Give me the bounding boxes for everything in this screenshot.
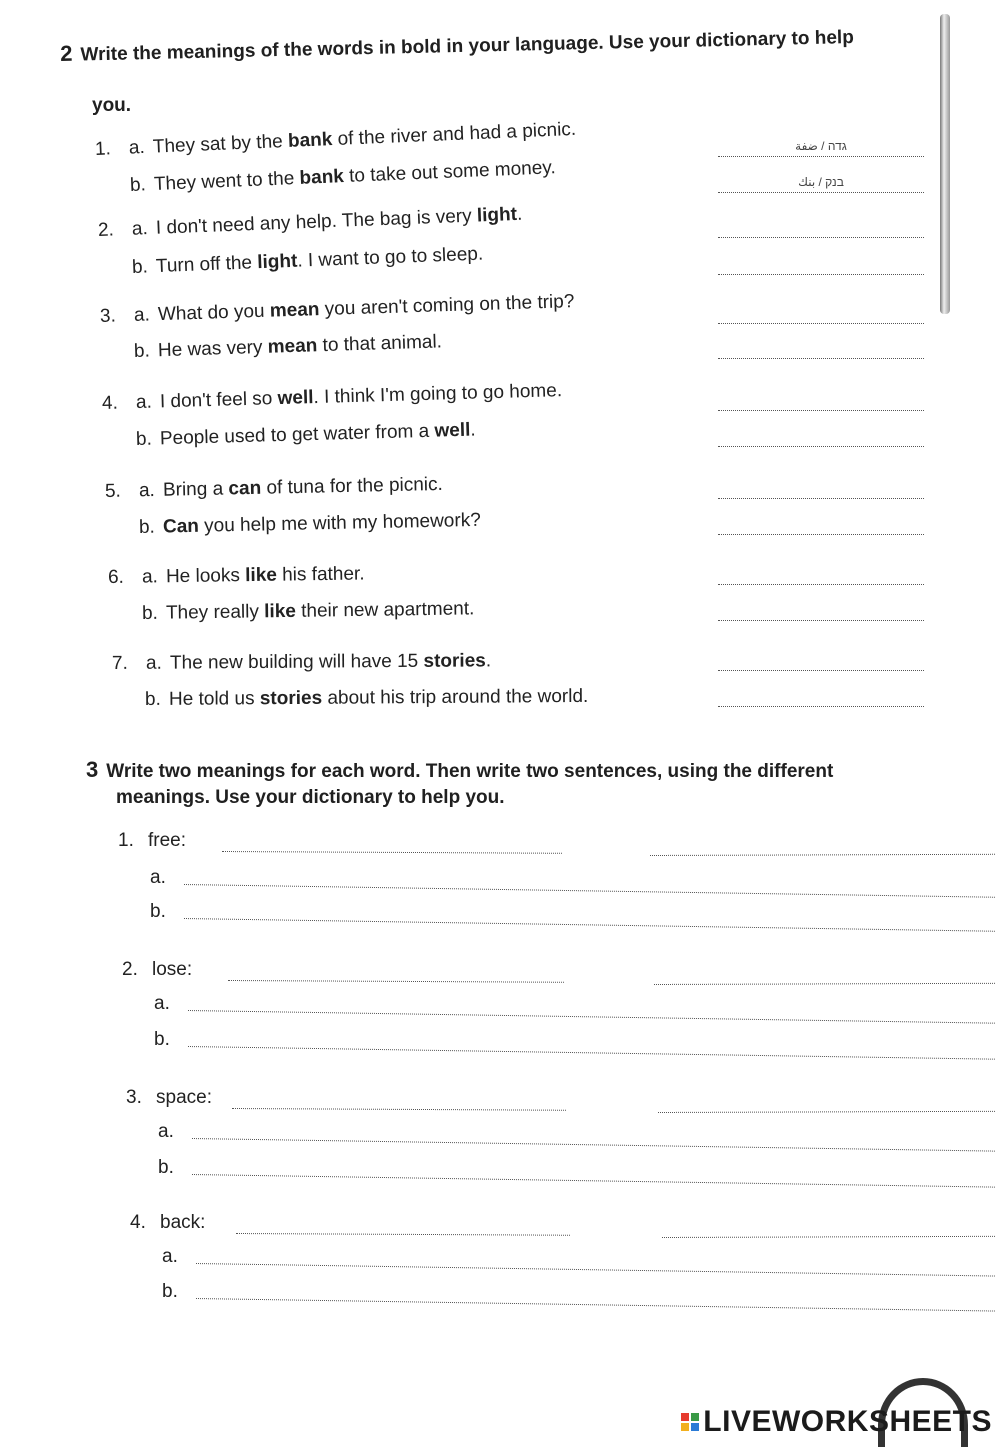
sentence-text-before: What do you — [157, 300, 271, 326]
logo-square-green — [691, 1413, 699, 1421]
sentence-text-before: He told us — [168, 688, 260, 710]
meaning-1-field-1[interactable] — [222, 851, 562, 854]
sentence-text-after: . — [485, 650, 492, 672]
bold-word: stories — [259, 687, 323, 710]
meaning-1-field-3[interactable] — [232, 1108, 566, 1111]
sentence-4a — [102, 379, 563, 416]
item-letter: a. — [128, 136, 146, 159]
bold-word: mean — [267, 335, 318, 358]
sentence-7a — [112, 649, 491, 676]
sentence-text-before: They sat by the — [152, 130, 289, 158]
word-number: 4. — [130, 1212, 146, 1233]
sentence-2a — [98, 203, 523, 243]
sentence-field-1a[interactable] — [184, 884, 995, 898]
item-number: 6. — [107, 566, 124, 588]
bold-word: can — [228, 477, 262, 500]
item-number: 5. — [104, 480, 122, 502]
logo-square-blue — [691, 1423, 699, 1431]
sentence-label-3b: b. — [158, 1157, 174, 1178]
sentence-1a — [94, 118, 576, 162]
bold-word: like — [264, 600, 297, 623]
sentence-text-before: Bring a — [162, 478, 229, 501]
item-number: 2. — [97, 219, 115, 241]
sentence-label-2a: a. — [154, 993, 170, 1014]
section2-number: 2 — [59, 40, 73, 66]
word-number: 3. — [126, 1087, 142, 1108]
answer-field-7b[interactable] — [718, 686, 924, 707]
word-entry-4 — [130, 1211, 205, 1235]
bold-word: bank — [299, 166, 345, 189]
sentence-text-after: . I think I'm going to go home. — [313, 380, 563, 409]
sentence-text-before: I don't feel so — [159, 388, 278, 413]
section3-instruction — [86, 758, 956, 784]
sentence-1b — [129, 156, 556, 198]
meaning-1-field-4[interactable] — [236, 1233, 570, 1236]
logo-square-yellow — [681, 1423, 689, 1431]
word-entry-2 — [122, 958, 192, 982]
sentence-label-1a: a. — [150, 867, 166, 888]
sentence-text-before: Turn off the — [155, 252, 258, 278]
word-label: free: — [148, 830, 187, 851]
word-label: back: — [160, 1212, 206, 1233]
sentence-text-after: you help me with my homework? — [198, 509, 481, 537]
sentence-text-after: . — [470, 419, 476, 441]
answer-field-7a[interactable] — [718, 650, 924, 671]
sentence-label-2b: b. — [154, 1029, 170, 1050]
bold-word: stories — [423, 650, 486, 672]
sentence-text-before: The new building will have 15 — [169, 650, 424, 674]
item-number: 3. — [99, 305, 117, 327]
section2-instruction-line2: you. — [92, 95, 132, 116]
answer-field-2b[interactable] — [718, 254, 924, 275]
section3-instruction-cont — [116, 786, 505, 810]
liveworksheets-text: LIVEWORKSHEETS — [703, 1405, 992, 1438]
item-letter: b. — [138, 516, 156, 538]
sentence-text-after: you aren't coming on the trip? — [319, 291, 575, 321]
bold-word: Can — [162, 515, 200, 538]
sentence-field-3b[interactable] — [192, 1174, 995, 1188]
item-letter: b. — [133, 340, 151, 362]
bold-word: well — [277, 387, 314, 410]
item-letter: b. — [144, 688, 161, 710]
bold-word: light — [256, 250, 298, 274]
word-entry-3 — [126, 1086, 212, 1110]
sentence-label-4b: b. — [162, 1281, 178, 1302]
sentence-label-3a: a. — [158, 1121, 174, 1142]
sentence-label-4a: a. — [162, 1246, 178, 1267]
meaning-2-field-1[interactable] — [650, 854, 995, 856]
section3-number: 3 — [86, 757, 99, 782]
section2-instruction-line1: Write the meanings of the words in bold in your language. Use your dictionary to help — [80, 26, 855, 66]
answer-field-1b[interactable]: בנק / بنك — [718, 172, 924, 193]
item-number: 1. — [94, 138, 112, 160]
sentence-5b — [139, 509, 481, 540]
sentence-text-before: They went to the — [153, 167, 301, 195]
meaning-2-field-4[interactable] — [662, 1236, 995, 1238]
sentence-6b — [142, 597, 475, 626]
sentence-text-before: He was very — [157, 336, 269, 362]
item-letter: a. — [138, 479, 156, 502]
item-letter: b. — [129, 174, 147, 196]
sentence-4b — [136, 419, 476, 452]
item-letter: b. — [131, 256, 149, 278]
sentence-field-1b[interactable] — [184, 918, 995, 932]
sentence-text-before: They really — [165, 601, 265, 624]
answer-field-1a[interactable]: גדה / ضفة — [718, 136, 924, 157]
answer-field-4b[interactable] — [718, 426, 924, 447]
item-letter: a. — [135, 391, 153, 414]
sentence-text-after: to take out some money. — [343, 157, 557, 188]
sentence-text-after: their new apartment. — [295, 598, 475, 622]
sentence-field-2b[interactable] — [188, 1046, 995, 1060]
meaning-2-field-2[interactable] — [654, 983, 995, 985]
sentence-field-2a[interactable] — [188, 1010, 995, 1024]
section2-instruction — [60, 22, 940, 68]
binder-clip — [940, 14, 950, 314]
sentence-field-3a[interactable] — [192, 1138, 995, 1152]
logo-square-red — [681, 1413, 689, 1421]
sentence-3b — [134, 330, 443, 364]
meaning-1-field-2[interactable] — [228, 980, 564, 983]
item-letter: a. — [131, 218, 149, 240]
bold-word: mean — [269, 299, 320, 322]
word-label: space: — [156, 1087, 212, 1108]
meaning-2-field-3[interactable] — [658, 1111, 995, 1113]
sentence-field-4a[interactable] — [196, 1263, 995, 1277]
sentence-text-after: about his trip around the world. — [322, 685, 589, 709]
answer-field-3b[interactable] — [718, 338, 924, 359]
sentence-text-before: People used to get water from a — [159, 420, 435, 450]
word-number: 1. — [118, 830, 134, 851]
answer-field-4a[interactable] — [718, 390, 924, 411]
item-number: 7. — [111, 652, 128, 674]
sentence-text-after: his father. — [276, 563, 365, 586]
word-label: lose: — [152, 959, 193, 980]
word-entry-1 — [118, 829, 186, 853]
sentence-text-after: . — [516, 203, 523, 225]
sentence-6a — [108, 562, 365, 590]
item-letter: a. — [133, 304, 151, 326]
answer-field-5a[interactable] — [718, 478, 924, 499]
answer-field-2a[interactable] — [718, 217, 924, 238]
item-letter: b. — [135, 428, 153, 450]
bold-word: light — [476, 203, 518, 227]
liveworksheets-logo — [681, 1405, 992, 1439]
sentence-text-after: of tuna for the picnic. — [260, 473, 444, 499]
sentence-5a — [105, 473, 443, 504]
sentence-text-after: . I want to go to sleep. — [296, 243, 484, 272]
item-number: 4. — [101, 392, 119, 414]
sentence-text-before: He looks — [165, 565, 246, 588]
sentence-text-after: of the river and had a picnic. — [331, 118, 577, 151]
section2-instruction-cont — [92, 94, 131, 118]
sentence-field-4b[interactable] — [196, 1298, 995, 1312]
section3-instruction-line1: Write two meanings for each word. Then write two sentences, using the different — [106, 761, 834, 782]
section3-instruction-line2: meanings. Use your dictionary to help you. — [116, 787, 505, 808]
answer-field-6a[interactable] — [718, 564, 924, 585]
sentence-text-before: I don't need any help. The bag is very — [155, 205, 478, 239]
sentence-text-after: to that animal. — [317, 331, 443, 357]
answer-field-5b[interactable] — [718, 514, 924, 535]
sentence-3a — [100, 290, 575, 329]
item-letter: a. — [145, 652, 162, 674]
bold-word: bank — [287, 129, 333, 152]
liveworksheets-icon — [681, 1413, 699, 1431]
answer-field-6b[interactable] — [718, 600, 924, 621]
answer-field-3a[interactable] — [718, 303, 924, 324]
item-letter: b. — [141, 602, 158, 624]
item-letter: a. — [141, 566, 158, 588]
bold-word: like — [245, 564, 278, 587]
bold-word: well — [434, 419, 471, 442]
sentence-label-1b: b. — [150, 901, 166, 922]
sentence-7b — [145, 685, 588, 712]
sentence-2b — [132, 243, 484, 280]
word-number: 2. — [122, 959, 138, 980]
